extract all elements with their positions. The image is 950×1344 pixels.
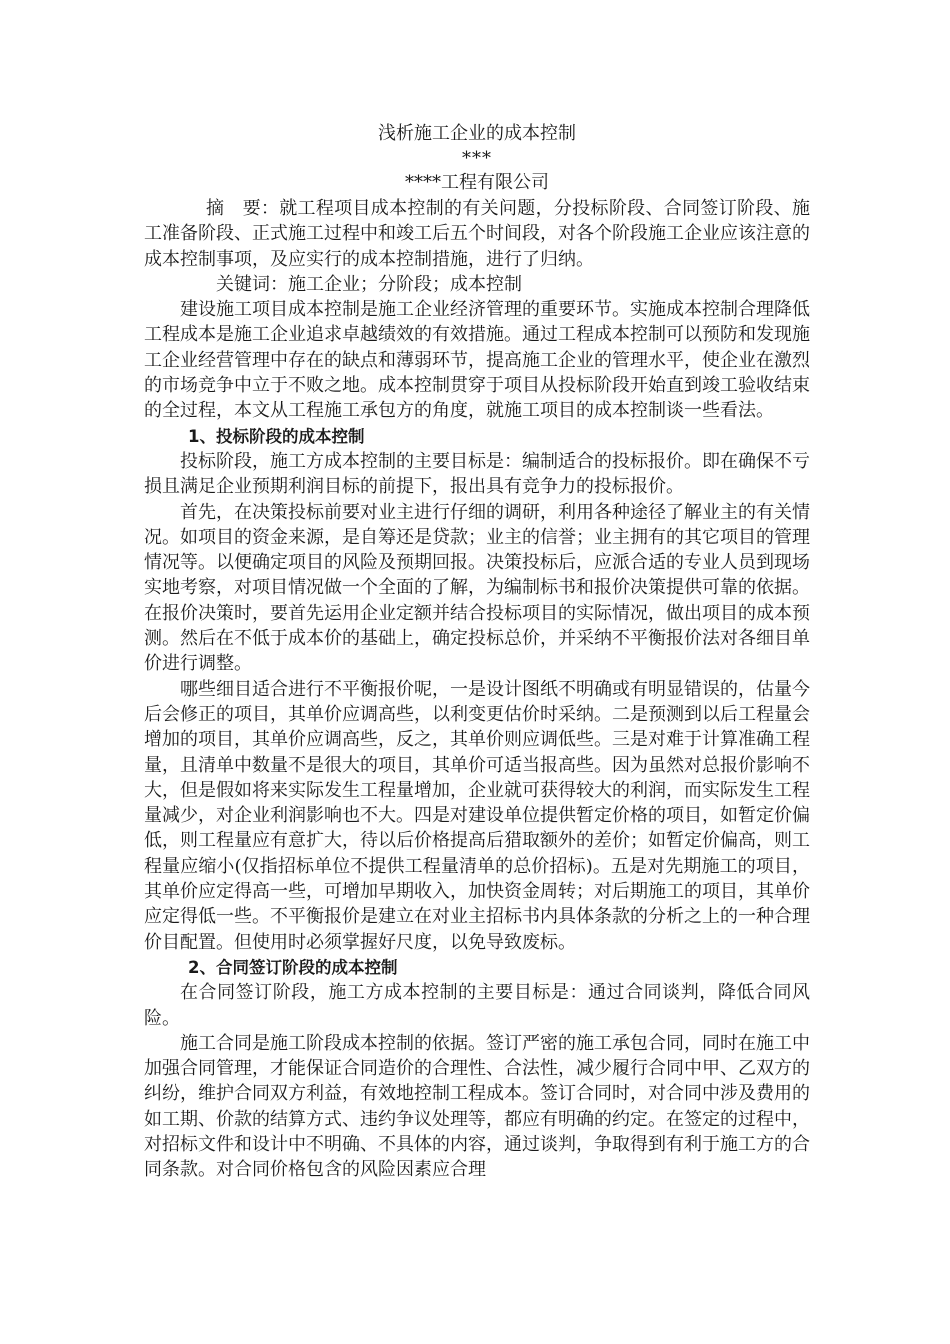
section-1-heading: 1、投标阶段的成本控制 [188, 426, 365, 446]
section-2-paragraph-1: 在合同签订阶段，施工方成本控制的主要目标是：通过合同谈判，降低合同风险。 [144, 982, 810, 1029]
keywords-line: 关键词：施工企业；分阶段；成本控制 [216, 273, 522, 295]
document-title: 浅析施工企业的成本控制 [378, 123, 576, 144]
section-1-paragraph-3: 哪些细目适合进行不平衡报价呢，一是设计图纸不明确或有明显错误的，估量今后会修正的项目，其单价应调高些，以利变更估价时采纳。二是预测到以后工程量会增加的项目，其单价应调高些，反之，其单价则应调低些。三是对难于计算准确工程量，且清单中数量不是很大的项目，其单价可适当报高些。因为虽然对总报价影响不大，但是假如将来实际发生工程量增加，企业就可获得较大的利润，而实际发生工程量减少，对企业利润影响也不大。四是对建设单位提供暂定价格的项目，如暂定价偏低，则工程量应有意扩大，待以后价格提高后猎取额外的差价；如暂定价偏高，则工程量应缩小(仅指招标单位不提供工程量清单的总价招标)。五是对先期施工的项目，其单价应定得高一些，可增加早期收入，加快资金周转；对后期施工的项目，其单价应定得低一些。不平衡报价是建立在对业主招标书内具体条款的分析之上的一种合理价目配置。但使用时必须掌握好尺度，以免导致废标。 [144, 678, 810, 953]
section-1-paragraph-2: 首先，在决策投标前要对业主进行仔细的调研，利用各种途径了解业主的有关情况。如项目的资金来源，是自筹还是贷款；业主的信誉；业主拥有的其它项目的管理情况等。以便确定项目的风险及预期回报。决策投标后，应派合适的专业人员到现场实地考察，对项目情况做一个全面的了解，为编制标书和报价决策提供可靠的依据。在报价决策时，要首先运用企业定额并结合投标项目的实际情况，做出项目的成本预测。然后在不低于成本价的基础上，确定投标总价，并采纳不平衡报价法对各细目单价进行调整。 [144, 501, 810, 675]
abstract-paragraph: 摘 要：就工程项目成本控制的有关问题，分投标阶段、合同签订阶段、施工准备阶段、正式施工过程中和竣工后五个时间段，对各个阶段施工企业应该注意的成本控制事项，及应实行的成本控制措施，进行了归纳。 [144, 198, 810, 270]
section-1-paragraph-1: 投标阶段，施工方成本控制的主要目标是：编制适合的投标报价。即在确保不亏损且满足企业预期利润目标的前提下，报出具有竞争力的投标报价。 [144, 450, 810, 498]
section-2-paragraph-2: 施工合同是施工阶段成本控制的依据。签订严密的施工承包合同，同时在施工中加强合同管理，才能保证合同造价的合理性、合法性，减少履行合同中甲、乙双方的纠纷，维护合同双方利益，有效地控制工程成本。签订合同时，对合同中涉及费用的如工期、价款的结算方式、违约争议处理等，都应有明确的约定。在签定的过程中，对招标文件和设计中不明确、不具体的内容，通过谈判，争取得到有利于施工方的合同条款。对合同价格包含的风险因素应合理 [144, 1032, 810, 1181]
document-author: *** [462, 148, 492, 169]
section-2-heading: 2、合同签订阶段的成本控制 [188, 957, 398, 977]
intro-paragraph: 建设施工项目成本控制是施工企业经济管理的重要环节。实施成本控制合理降低工程成本是施工企业追求卓越绩效的有效措施。通过工程成本控制可以预防和发现施工企业经营管理中存在的缺点和薄弱环节，提高施工企业的管理水平，使企业在激烈的市场竞争中立于不败之地。成本控制贯穿于项目从投标阶段开始直到竣工验收结束的全过程，本文从工程施工承包方的角度，就施工项目的成本控制谈一些看法。 [144, 299, 810, 422]
document-company: ****工程有限公司 [405, 172, 549, 193]
document-page [144, 122, 810, 1183]
